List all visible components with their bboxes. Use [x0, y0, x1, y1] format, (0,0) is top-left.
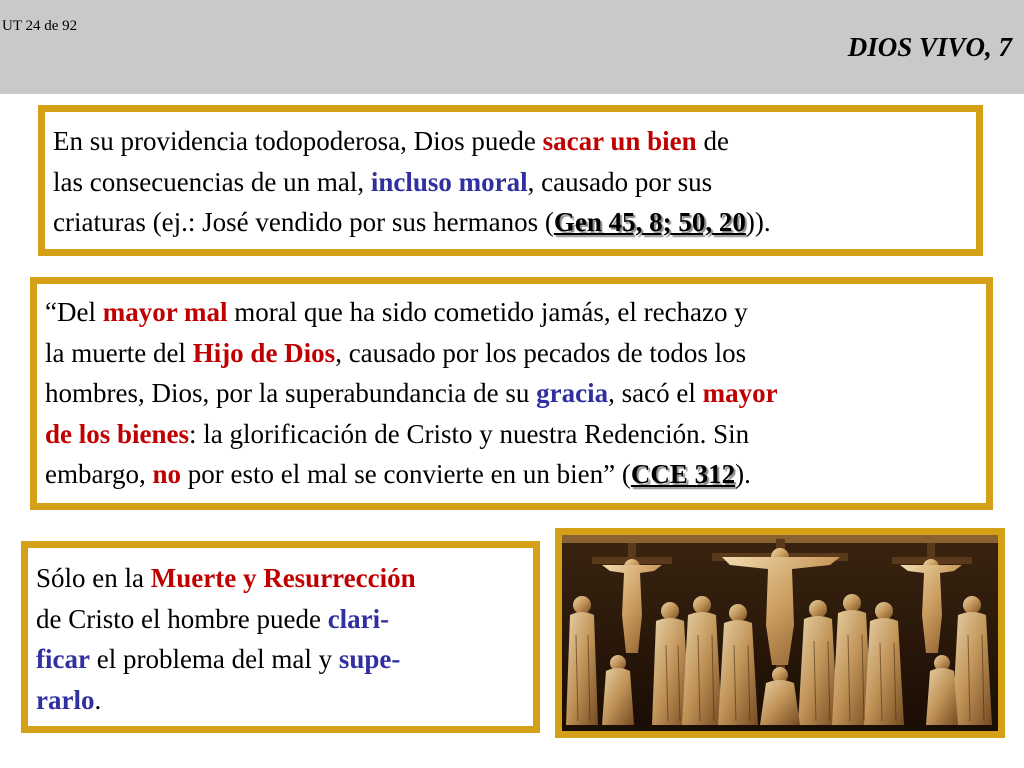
- emphasis-blue: incluso moral: [370, 166, 528, 197]
- text-line: [45, 454, 978, 495]
- text-run: las consecuencias de un mal,: [53, 166, 371, 197]
- text-run: )).: [745, 207, 771, 237]
- text-line: [36, 558, 525, 599]
- text-line: [45, 373, 978, 414]
- slide-title: DIOS VIVO, 7: [847, 32, 1012, 62]
- emphasis-blue: clari-: [327, 603, 390, 634]
- emphasis-blue: supe-: [338, 644, 401, 674]
- text-line: [36, 639, 525, 680]
- catechism-reference-link[interactable]: CCE 312: [630, 459, 736, 489]
- emphasis-red: no: [152, 459, 182, 489]
- carved-relief-crucifixion-icon: [562, 535, 998, 731]
- text-line: [53, 121, 968, 162]
- text-line: [45, 333, 978, 374]
- text-run: ).: [735, 459, 751, 489]
- scripture-reference-link[interactable]: Gen 45, 8; 50, 20: [553, 207, 746, 237]
- text-run: , causado por los pecados de todos los: [335, 337, 747, 368]
- emphasis-red: Hijo de Dios: [192, 337, 336, 368]
- resurrection-text-box: [21, 541, 540, 733]
- emphasis-red: Muerte y Resurrección: [150, 563, 416, 593]
- text-run: hombres, Dios, por la superabundancia de su: [45, 378, 537, 408]
- text-run: criaturas (ej.: José vendido por sus hermanos (: [53, 207, 554, 237]
- slide-header: [0, 0, 1024, 94]
- slide-counter: UT 24 de 92: [2, 18, 78, 34]
- catechism-quote-box: [30, 277, 993, 510]
- emphasis-blue: ficar: [36, 644, 90, 674]
- text-run: , sacó el: [608, 378, 703, 408]
- text-line: [45, 414, 978, 455]
- text-run: En su providencia todopoderosa, Dios puede: [53, 126, 543, 156]
- emphasis-red: mayor mal: [102, 297, 228, 327]
- text-run: “Del: [45, 297, 103, 327]
- emphasis-blue: gracia: [536, 378, 609, 408]
- text-run: : la glorificación de Cristo y nuestra Redención. Sin: [189, 418, 750, 449]
- emphasis-red: mayor: [702, 378, 778, 408]
- text-run: .: [94, 684, 102, 715]
- text-run: de Cristo el hombre puede: [36, 603, 328, 634]
- text-line: [36, 680, 525, 721]
- emphasis-red: sacar un bien: [542, 126, 697, 156]
- text-run: por esto el mal se convierte en un bien” (: [181, 459, 631, 489]
- text-run: moral que ha sido cometido jamás, el rechazo y: [227, 297, 748, 327]
- text-line: [45, 292, 978, 333]
- text-run: la muerte del: [45, 337, 193, 368]
- text-line: [53, 202, 968, 243]
- text-run: de: [696, 126, 729, 156]
- text-line: [36, 599, 525, 640]
- text-run: el problema del mal y: [89, 644, 339, 674]
- emphasis-red: de los bienes: [45, 418, 190, 449]
- text-run: , causado por sus: [527, 166, 713, 197]
- text-run: embargo,: [45, 459, 153, 489]
- providence-text-box: [38, 105, 983, 256]
- text-run: Sólo en la: [36, 563, 151, 593]
- crucifixion-relief-image: [555, 528, 1005, 738]
- emphasis-blue: rarlo: [36, 684, 95, 715]
- text-line: [53, 162, 968, 203]
